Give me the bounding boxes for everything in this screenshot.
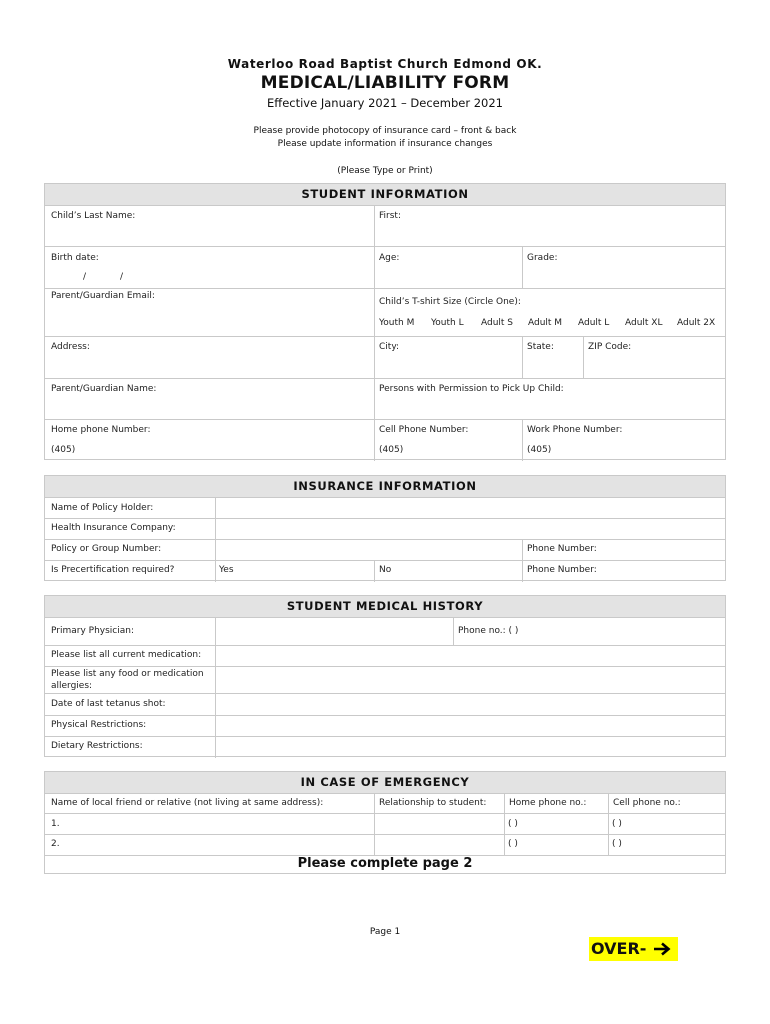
contact-home-phone-label: Home phone no.:: [509, 798, 587, 808]
precertification-label: Is Precertification required?: [51, 565, 175, 575]
medical-history-title: STUDENT MEDICAL HISTORY: [45, 596, 725, 618]
size-option[interactable]: Youth M: [379, 318, 415, 328]
cell-area-code: (405): [379, 445, 404, 455]
precert-no-option[interactable]: No: [379, 565, 392, 575]
relationship-label: Relationship to student:: [379, 798, 487, 808]
physician-phone-label: Phone no.: ( ): [458, 626, 519, 636]
update-note: Please update information if insurance changes: [277, 139, 493, 149]
over-label: OVER-: [591, 939, 647, 958]
local-contact-label: Name of local friend or relative (not living at same address):: [51, 798, 324, 808]
contact-2-cell-paren: ( ): [612, 839, 622, 849]
date-slash-2: /: [120, 272, 124, 282]
over-indicator: [589, 937, 678, 961]
insurance-copy-note: Please provide photocopy of insurance card – front & back: [253, 126, 517, 136]
contact-2-home-paren: ( ): [508, 839, 518, 849]
student-information-section: [44, 183, 726, 460]
contact-row-1-number: 1.: [51, 819, 60, 829]
state-label: State:: [527, 342, 554, 352]
child-last-name-label: Child’s Last Name:: [51, 211, 136, 221]
birth-date-label: Birth date:: [51, 253, 99, 263]
date-slash-1: /: [83, 272, 87, 282]
contact-1-cell-paren: ( ): [612, 819, 622, 829]
effective-dates: Effective January 2021 – December 2021: [267, 96, 503, 110]
guardian-name-label: Parent/Guardian Name:: [51, 384, 157, 394]
size-option[interactable]: Adult S: [481, 318, 514, 328]
allergies-label-line2: allergies:: [51, 681, 93, 691]
size-option[interactable]: Adult 2X: [677, 318, 716, 328]
city-label: City:: [379, 342, 400, 352]
size-option[interactable]: Adult M: [528, 318, 563, 328]
dietary-restrictions-label: Dietary Restrictions:: [51, 741, 143, 751]
cell-phone-label: Cell Phone Number:: [379, 425, 469, 435]
size-option[interactable]: Youth L: [431, 318, 464, 328]
student-information-title: STUDENT INFORMATION: [45, 184, 725, 206]
arrow-right-icon: [653, 942, 671, 956]
medical-history-section: [44, 595, 726, 757]
precert-phone-label: Phone Number:: [527, 565, 597, 575]
form-title: MEDICAL/LIABILITY FORM: [260, 73, 510, 93]
precert-yes-option[interactable]: Yes: [219, 565, 234, 575]
home-phone-label: Home phone Number:: [51, 425, 151, 435]
primary-physician-label: Primary Physician:: [51, 626, 134, 636]
insurance-information-title: INSURANCE INFORMATION: [45, 476, 725, 498]
work-phone-label: Work Phone Number:: [527, 425, 623, 435]
size-option[interactable]: Adult L: [578, 318, 610, 328]
contact-cell-phone-label: Cell phone no.:: [613, 798, 681, 808]
insurance-company-label: Health Insurance Company:: [51, 523, 176, 533]
contact-1-home-paren: ( ): [508, 819, 518, 829]
guardian-email-label: Parent/Guardian Email:: [51, 291, 155, 301]
tetanus-shot-label: Date of last tetanus shot:: [51, 699, 166, 709]
age-label: Age:: [379, 253, 400, 263]
policy-number-label: Policy or Group Number:: [51, 544, 162, 554]
pickup-permission-label: Persons with Permission to Pick Up Child:: [379, 384, 564, 394]
zip-code-label: ZIP Code:: [588, 342, 632, 352]
complete-page-2-note: Please complete page 2: [297, 856, 473, 871]
child-first-name-label: First:: [379, 211, 401, 221]
size-option[interactable]: Adult XL: [625, 318, 663, 328]
current-medication-label: Please list all current medication:: [51, 650, 202, 660]
address-label: Address:: [51, 342, 90, 352]
work-area-code: (405): [527, 445, 552, 455]
church-name: Waterloo Road Baptist Church Edmond OK.: [227, 57, 543, 71]
allergies-label-line1: Please list any food or medication: [51, 669, 204, 679]
physical-restrictions-label: Physical Restrictions:: [51, 720, 147, 730]
home-area-code: (405): [51, 445, 76, 455]
insurance-information-section: [44, 475, 726, 581]
type-or-print-note: (Please Type or Print): [337, 166, 433, 176]
contact-row-2-number: 2.: [51, 839, 60, 849]
page-number: Page 1: [369, 927, 401, 937]
policy-holder-label: Name of Policy Holder:: [51, 503, 154, 513]
grade-label: Grade:: [527, 253, 558, 263]
insurance-phone-label: Phone Number:: [527, 544, 597, 554]
tshirt-size-label: Child’s T-shirt Size (Circle One):: [379, 297, 521, 307]
emergency-title: IN CASE OF EMERGENCY: [45, 772, 725, 794]
